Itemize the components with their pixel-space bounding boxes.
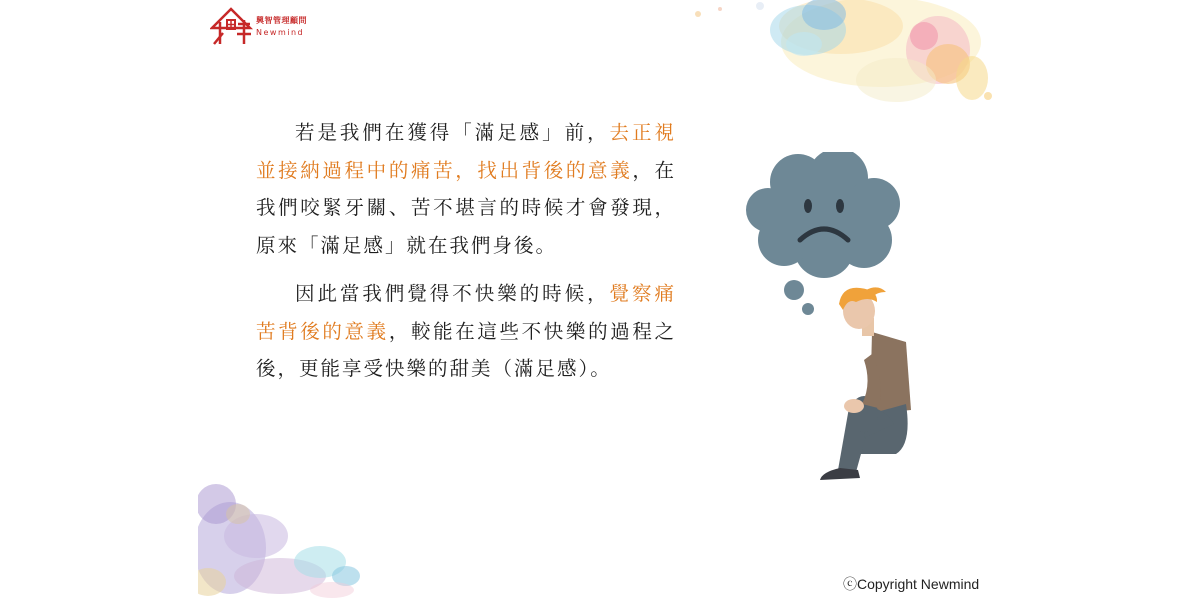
- paragraph-2-part-1: 因此當我們覺得不快樂的時候，: [295, 281, 610, 305]
- sad-cloud-icon: [746, 152, 900, 278]
- house-logo-icon: [210, 6, 254, 46]
- thought-bubble-large-icon: [784, 280, 804, 300]
- sad-man-illustration: [746, 152, 926, 492]
- logo-english-name: Newmind: [256, 28, 305, 37]
- watercolor-splash-top-right: [676, 0, 995, 112]
- slide: [198, 0, 995, 599]
- paragraph-1-part-1: 若是我們在獲得「滿足感」前，: [295, 121, 610, 144]
- paragraph-2-part-2: ，較能在這些不快樂的過程之後，更能享受快樂的甜美（滿足感）。: [256, 319, 676, 381]
- thought-bubble-small-icon: [802, 303, 814, 315]
- logo-text: [256, 15, 307, 37]
- sitting-man-figure: [820, 287, 911, 480]
- copyright-notice: ⓒCopyright Newmind: [843, 576, 980, 592]
- paragraph-1-highlight: 去正視並接納過程中的痛苦，找出背後的意義: [256, 121, 676, 182]
- watercolor-splash-bottom-left: [198, 478, 368, 599]
- logo-chinese-name: 興智管理顧問: [256, 16, 307, 25]
- paragraph-1-part-2: ，在我們咬緊牙關、苦不堪言的時候才會發現，原來「滿足感」就在我們身後。: [256, 158, 676, 258]
- paragraph-1: [256, 114, 676, 265]
- paragraph-2-highlight: 覺察痛苦背後的意義: [256, 281, 676, 343]
- newmind-logo: [210, 6, 340, 46]
- paragraph-2: [256, 275, 676, 388]
- main-text: [256, 114, 676, 388]
